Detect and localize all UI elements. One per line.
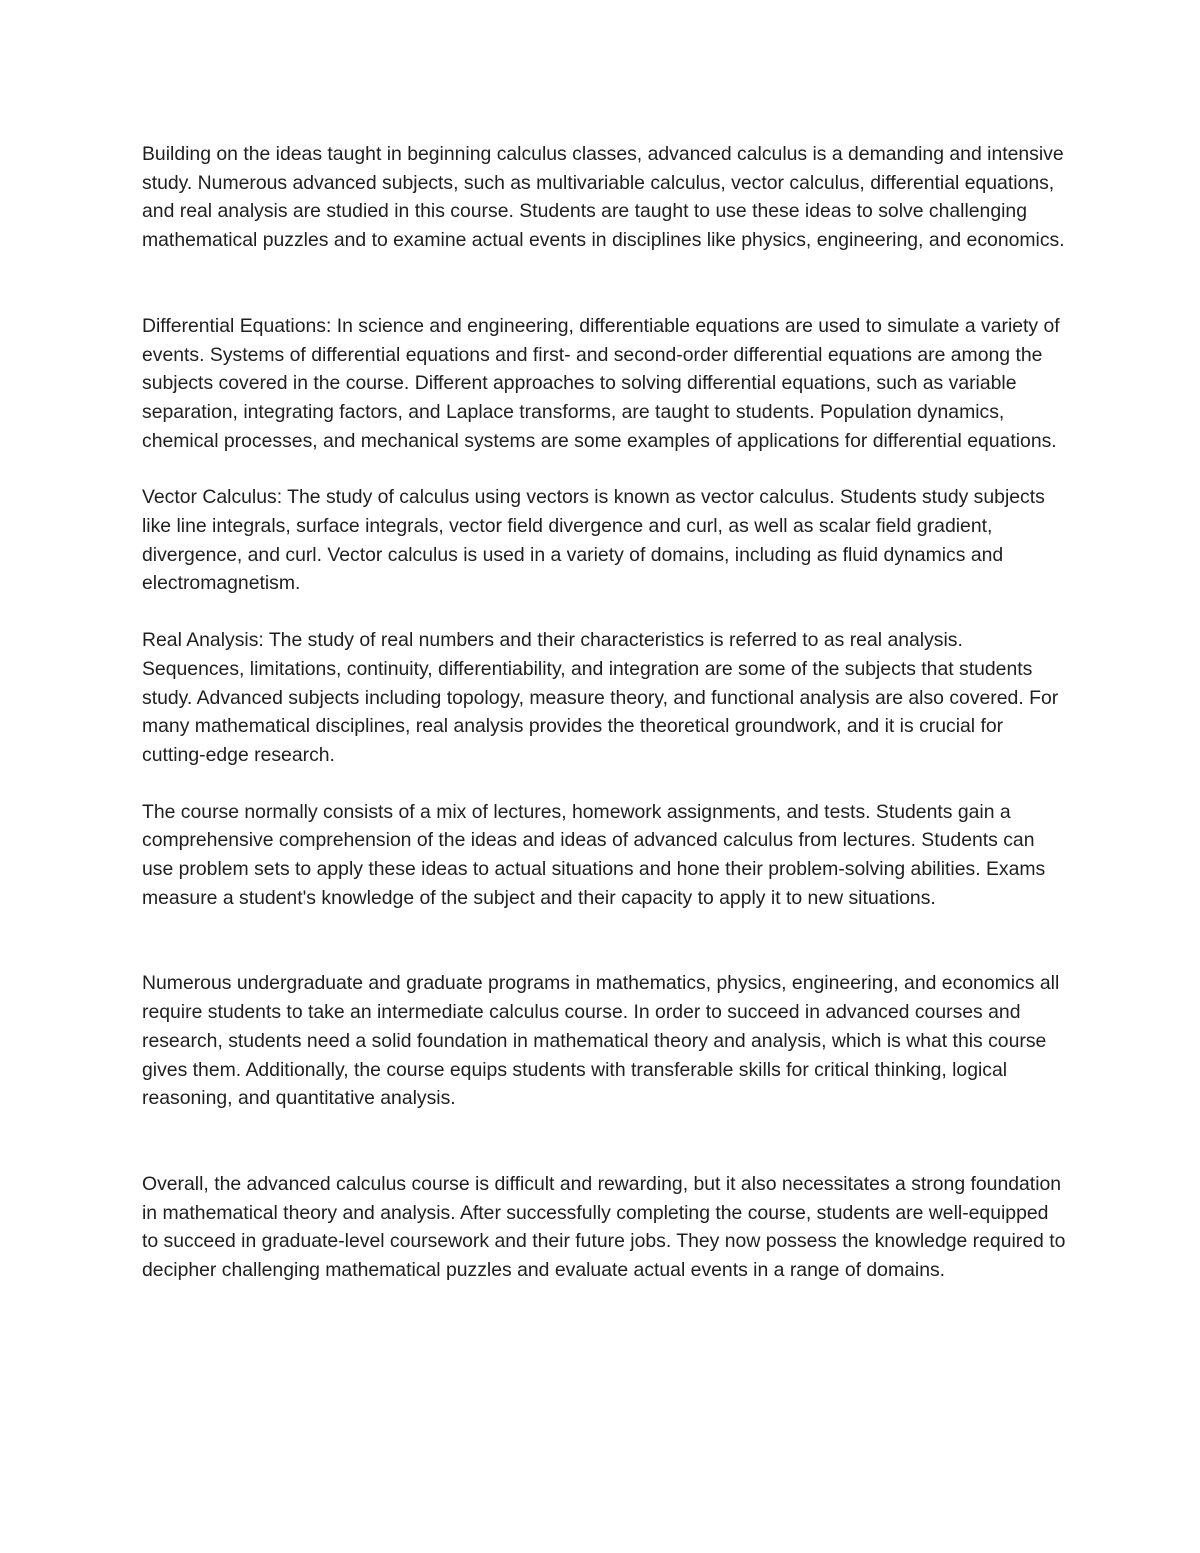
vector-calculus-paragraph: Vector Calculus: The study of calculus using vectors is known as vector calculus. Students study subjects like line integrals, surface integrals, vector field divergence and curl, as well as scalar field gradient, divergence, and curl. Vector calculus is used in a variety of domains, including as fluid dynamics and electromagnetism. <box>142 486 1045 595</box>
real-analysis-paragraph: Real Analysis: The study of real numbers and their characteristics is referred to as real analysis. Sequences, limitations, continuity, differentiability, and integration are some of the subjects that students study. Advanced subjects including topology, measure theory, and functional analysis are also covered. For many mathematical disciplines, real analysis provides the theoretical groundwork, and it is crucial for cutting-edge research. <box>142 629 1059 766</box>
document-body <box>142 140 1067 1285</box>
course-structure-paragraph: The course normally consists of a mix of lectures, homework assignments, and tests. Students gain a comprehensive comprehension of the ideas and ideas of advanced calculus from lectures. Students can use problem sets to apply these ideas to actual situations and hone their problem-solving abilities. Exams measure a student's knowledge of the subject and their capacity to apply it to new situations. <box>142 800 1046 909</box>
conclusion-paragraph: Overall, the advanced calculus course is difficult and rewarding, but it also necessitates a strong foundation in mathematical theory and analysis. After successfully completing the course, students are well-equipped to succeed in graduate-level coursework and their future jobs. They now possess the knowledge required to decipher challenging mathematical puzzles and evaluate actual events in a range of domains. <box>142 1172 1066 1282</box>
differential-equations-paragraph: Differential Equations: In science and engineering, differentiable equations are used to simulate a variety of events. Systems of differential equations and first- and second-order differential equations are among the subjects covered in the course. Different approaches to solving differential equations, such as variable separation, integrating factors, and Laplace transforms, are taught to students. Population dynamics, chemical processes, and mechanical systems are some examples of applications for differential equations. <box>142 314 1060 452</box>
programs-paragraph: Numerous undergraduate and graduate programs in mathematics, physics, engineering, and economics all require students to take an intermediate calculus course. In order to succeed in advanced courses and research, students need a solid foundation in mathematical theory and analysis, which is what this course gives them. Additionally, the course equips students with transferable skills for critical thinking, logical reasoning, and quantitative analysis. <box>142 972 1060 1110</box>
intro-paragraph: Building on the ideas taught in beginning calculus classes, advanced calculus is a demanding and intensive study. Numerous advanced subjects, such as multivariable calculus, vector calculus, differential equations, and real analysis are studied in this course. Students are taught to use these ideas to solve challenging mathematical puzzles and to examine actual events in disciplines like physics, engineering, and economics. <box>142 143 1065 252</box>
